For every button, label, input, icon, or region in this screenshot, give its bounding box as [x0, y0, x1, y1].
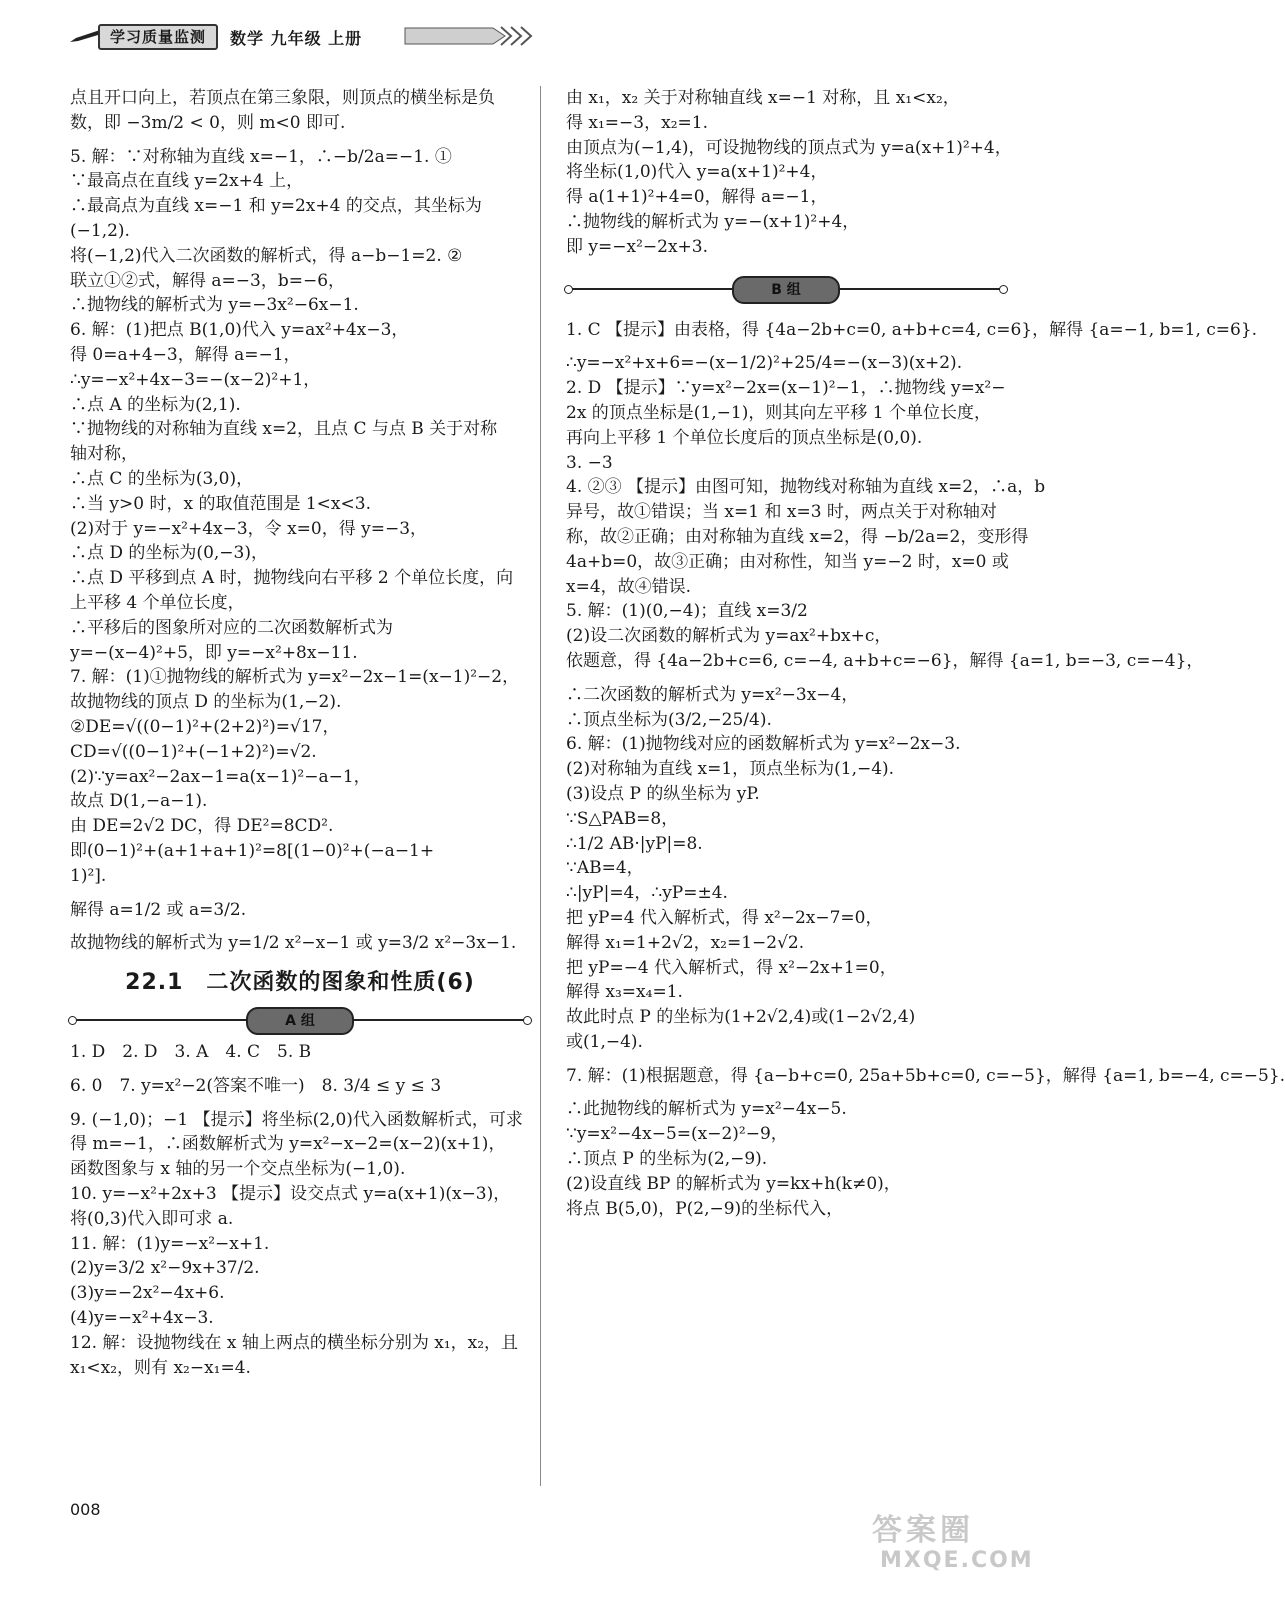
text-line: 异号，故①错误；当 x=1 和 x=3 时，两点关于对称轴对 [566, 502, 997, 523]
text-line: 解得 a=1/2 或 a=3/2. [70, 899, 247, 920]
text-line: 4a+b=0，故③正确；由对称性，知当 y=−2 时，x=0 或 [566, 551, 1009, 572]
text-line: 由 x₁，x₂ 关于对称轴直线 x=−1 对称，且 x₁<x₂， [566, 88, 960, 108]
text-line: ∴二次函数的解析式为 y=x²−3x−4， [566, 684, 859, 705]
text-line: (4)y=−x²+4x−3. [70, 1308, 214, 1329]
text-line: (2)设直线 BP 的解析式为 y=kx+h(k≠0)， [566, 1173, 901, 1194]
text-line: ∴抛物线的解析式为 y=−3x²−6x−1. [70, 295, 359, 316]
text-line: 即 y=−x²−2x+3. [566, 236, 709, 257]
text-line: ∴y=−x²+x+6=−(x−1/2)²+25/4=−(x−3)(x+2). [566, 353, 963, 374]
left-column [70, 86, 530, 1380]
text-line: 故此时点 P 的坐标为(1+2√2,4)或(1−2√2,4) [566, 1007, 916, 1028]
text-line: 点且开口向上，若顶点在第三象限，则顶点的横坐标是负 [70, 88, 495, 108]
text-line: 解得 x₁=1+2√2，x₂=1−2√2. [566, 932, 805, 953]
text-line: ∴点 C 的坐标为(3,0)， [70, 468, 254, 489]
banner-dot [999, 285, 1008, 294]
group-label: B 组 [732, 276, 840, 304]
text-line: (3)设点 P 的纵坐标为 yP. [566, 783, 760, 804]
text-line: 数，即 −3m/2 < 0，则 m<0 即可. [70, 112, 346, 133]
banner-dot [68, 1016, 77, 1025]
text-line: 函数图象与 x 轴的另一个交点坐标为(−1,0). [70, 1159, 406, 1180]
text-line: 轴对称， [70, 444, 138, 465]
text-line: ∴此抛物线的解析式为 y=x²−4x−5. [566, 1099, 847, 1120]
text-line: x=4，故④错误. [566, 576, 692, 597]
text-line: 得 0=a+4−3，解得 a=−1， [70, 344, 301, 365]
text-line: 1)²]. [70, 865, 107, 886]
text-line: 故抛物线的解析式为 y=1/2 x²−x−1 或 y=3/2 x²−3x−1. [70, 933, 517, 954]
banner-dot [564, 285, 573, 294]
text-line: 故抛物线的顶点 D 的坐标为(1,−2). [70, 692, 342, 713]
text-line: (2)∵y=ax²−2ax−1=a(x−1)²−a−1， [70, 766, 371, 787]
text-line: 1. C 【提示】由表格，得 {4a−2b+c=0, a+b+c=4, c=6}，解得 {a=−1, b=1, c=6}. [566, 319, 1258, 340]
text-line: 联立①②式，解得 a=−3，b=−6， [70, 270, 346, 291]
text-line: ∵S△PAB=8， [566, 808, 679, 829]
text-line: 9. (−1,0)；−1 【提示】将坐标(2,0)代入函数解析式，可求 [70, 1109, 523, 1130]
group-banner [566, 275, 1006, 303]
text-line: 将(0,3)代入即可求 a. [70, 1208, 234, 1229]
text-line: 由 DE=2√2 DC，得 DE²=8CD². [70, 816, 334, 837]
text-line: (2)y=3/2 x²−9x+37/2. [70, 1258, 260, 1279]
text-line: ∵AB=4， [566, 858, 644, 879]
text-line: 4. ②③ 【提示】由图可知，抛物线对称轴为直线 x=2，∴a，b [566, 477, 1046, 498]
spacer [566, 1088, 1006, 1097]
spacer [566, 260, 1006, 269]
spacer [70, 1099, 530, 1108]
text-line: ∴1/2 AB·|yP|=8. [566, 833, 703, 854]
banner-dot [523, 1016, 532, 1025]
spacer [70, 136, 530, 145]
text-line: ∴顶点 P 的坐标为(2,−9). [566, 1149, 768, 1170]
watermark-url: MXQE.COM [880, 1548, 1034, 1573]
text-line: 或(1,−4). [566, 1031, 643, 1052]
page-number: 008 [70, 1500, 101, 1519]
text-line: 把 yP=4 代入解析式，得 x²−2x−7=0， [566, 907, 883, 928]
text-line: 把 yP=−4 代入解析式，得 x²−2x+1=0， [566, 957, 897, 978]
text-line: 由顶点为(−1,4)，可设抛物线的顶点式为 y=a(x+1)²+4， [566, 137, 1012, 158]
text-line: ∴|yP|=4，∴yP=±4. [566, 883, 728, 904]
text-line: ∴点 D 平移到点 A 时，抛物线向右平移 2 个单位长度，向 [70, 568, 514, 589]
text-line: 将(−1,2)代入二次函数的解析式，得 a−b−1=2. ② [70, 245, 463, 266]
text-line: 1. D 2. D 3. A 4. C 5. B [70, 1042, 312, 1063]
text-line: ∴抛物线的解析式为 y=−(x+1)²+4， [566, 211, 860, 232]
text-line: 3. −3 [566, 452, 613, 473]
text-line: 7. 解：(1)①抛物线的解析式为 y=x²−2x−1=(x−1)²−2， [70, 667, 520, 688]
text-line: (2)设二次函数的解析式为 y=ax²+bx+c， [566, 626, 892, 647]
text-line: 6. 解：(1)把点 B(1,0)代入 y=ax²+4x−3， [70, 320, 409, 341]
text-line: 解得 x₃=x₄=1. [566, 982, 683, 1003]
text-line: 5. 解：∵对称轴为直线 x=−1，∴−b/2a=−1. ① [70, 146, 452, 167]
text-line: x₁<x₂，则有 x₂−x₁=4. [70, 1357, 251, 1378]
text-line: ∴平移后的图象所对应的二次函数解析式为 [70, 617, 393, 638]
text-line: ∵最高点在直线 y=2x+4 上， [70, 171, 304, 192]
text-line: 10. y=−x²+2x+3 【提示】设交点式 y=a(x+1)(x−3)， [70, 1184, 511, 1205]
text-line: 将坐标(1,0)代入 y=a(x+1)²+4， [566, 162, 828, 183]
text-line: 再向上平移 1 个单位长度后的顶点坐标是(0,0). [566, 427, 923, 448]
text-line: CD=√((0−1)²+(−1+2)²)=√2. [70, 741, 317, 762]
text-line: ∴最高点为直线 x=−1 和 y=2x+4 的交点，其坐标为 [70, 196, 482, 217]
watermark-logo: 答案圈 [872, 1513, 974, 1548]
text-line: 2x 的顶点坐标是(1,−1)，则其向左平移 1 个单位长度， [566, 402, 991, 423]
series-label: 学习质量监测 [98, 24, 218, 50]
text-line: 得 m=−1，∴函数解析式为 y=x²−x−2=(x−2)(x+1)， [70, 1134, 506, 1155]
spacer [566, 342, 1006, 351]
text-line: 得 a(1+1)²+4=0，解得 a=−1， [566, 187, 828, 208]
text-line: 称，故②正确；由对称轴为直线 x=2，得 −b/2a=2，变形得 [566, 526, 1029, 547]
text-line: 5. 解：(1)(0,−4)；直线 x=3/2 [566, 601, 808, 622]
text-line: 12. 解：设抛物线在 x 轴上两点的横坐标分别为 x₁，x₂，且 [70, 1332, 519, 1353]
text-line: 7. 解：(1)根据题意，得 {a−b+c=0, 25a+5b+c=0, c=−5}，解得 {a=1, b=−4, c=−5}. [566, 1065, 1285, 1086]
spacer [70, 889, 530, 898]
text-line: 6. 0 7. y=x²−2(答案不唯一) 8. 3/4 ≤ y ≤ 3 [70, 1075, 442, 1096]
column-divider [540, 86, 541, 1486]
text-line: ∴当 y>0 时，x 的取值范围是 1<x<3. [70, 493, 371, 514]
book-subject: 数学 九年级 上册 [230, 29, 363, 48]
text-line: 即(0−1)²+(a+1+a+1)²=8[(1−0)²+(−a−1+ [70, 840, 435, 861]
text-line: 故点 D(1,−a−1). [70, 791, 208, 812]
text-line: ∴点 D 的坐标为(0,−3)， [70, 543, 268, 564]
text-line: 将点 B(5,0)，P(2,−9)的坐标代入， [566, 1198, 844, 1219]
text-line: ②DE=√((0−1)²+(2+2)²)=√17， [70, 716, 340, 737]
text-line: (2)对称轴为直线 x=1，顶点坐标为(1,−4). [566, 759, 895, 780]
section-title: 22.1 二次函数的图象和性质(6) [125, 970, 475, 996]
spacer [566, 309, 1006, 318]
text-line: (−1,2). [70, 220, 130, 241]
spacer [70, 922, 530, 931]
text-line: ∵抛物线的对称轴为直线 x=2，且点 C 与点 B 关于对称 [70, 419, 498, 440]
text-line: 11. 解：(1)y=−x²−x+1. [70, 1233, 270, 1254]
text-line: 2. D 【提示】∵y=x²−2x=(x−1)²−1，∴抛物线 y=x²− [566, 378, 1006, 399]
text-line: ∴y=−x²+4x−3=−(x−2)²+1， [70, 369, 321, 390]
text-line: ∵y=x²−4x−5=(x−2)²−9， [566, 1124, 788, 1145]
spacer [566, 674, 1006, 683]
spacer [566, 1055, 1006, 1064]
text-line: ∴点 A 的坐标为(2,1). [70, 394, 241, 415]
text-line: (2)对于 y=−x²+4x−3，令 x=0，得 y=−3， [70, 518, 428, 539]
group-banner [70, 1006, 530, 1034]
spacer [70, 1065, 530, 1074]
text-line: 6. 解：(1)抛物线对应的函数解析式为 y=x²−2x−3. [566, 734, 961, 755]
group-label: A 组 [246, 1007, 354, 1035]
text-line: y=−(x−4)²+5，即 y=−x²+8x−11. [70, 642, 358, 663]
text-line: (3)y=−2x²−4x+6. [70, 1283, 225, 1304]
text-line: 依题意，得 {4a−2b+c=6, c=−4, a+b+c=−6}，解得 {a=1, b=−3, c=−4}， [566, 650, 1204, 671]
text-line: 得 x₁=−3，x₂=1. [566, 112, 708, 133]
chevron-decoration-icon [405, 24, 535, 48]
page-header [70, 18, 490, 52]
right-column [566, 86, 1285, 1221]
text-line: 上平移 4 个单位长度， [70, 592, 245, 613]
text-line: ∴顶点坐标为(3/2,−25/4). [566, 709, 772, 730]
